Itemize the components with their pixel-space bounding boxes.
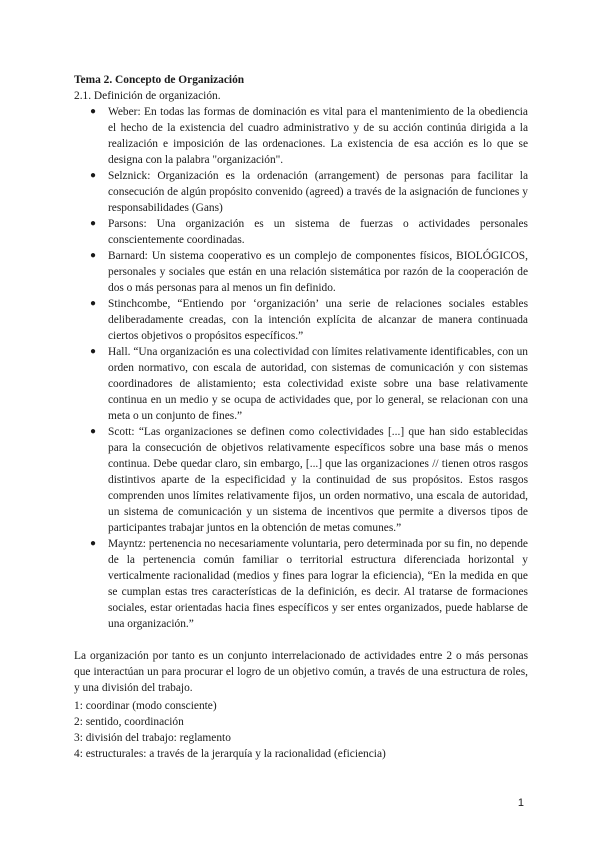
definition-parsons <box>74 216 528 248</box>
bullet-icon: ● <box>90 346 97 357</box>
summary-paragraph: La organización por tanto es un conjunto interrelacionado de actividades entre 2 o más personas que interactúan un para procurar el logro de un objetivo común, a través de una estructura de roles, y una división del trabajo. <box>74 650 528 694</box>
definition-text: Parsons: Una organización es un sistema de fuerzas o actividades personales conscientemente coordinadas. <box>108 218 528 246</box>
definition-text: Selznick: Organización es la ordenación (arrangement) de personas para facilitar la consecución de algún propósito convenido (agreed) a través de la asignación de funciones y responsabilidades (Gans) <box>108 170 528 214</box>
point-item: 2: sentido, coordinación <box>74 716 184 728</box>
definition-text: Scott: “Las organizaciones se definen como colectividades [...] que han sido establecidas para la consecución de objetivos relativamente específicos sobre una base más o menos continua. Debe quedar claro, sin embargo, [...] que las organizaciones // tienen otros rasgos distintivos aparte de la especificidad y la continuidad de sus propósitos. Estos rasgos comprenden unos límites relativamente fijos, un orden normativo, una escala de autoridad, un sistema de comunicación y un sistema de incentivos que permite a diversos tipos de participantes trabajar juntos en la obtención de metas comunes.” <box>108 426 528 534</box>
definition-text: Hall. “Una organización es una colectividad con límites relativamente identificables, con un orden normativo, con escala de autoridad, con sistemas de comunicación y con sistemas coordinadores de alistamiento; esta colectividad existe sobre una base relativamente continua en un medio y se ocupa de actividades que, por lo general, se relacionan con una meta o un conjunto de fines.” <box>108 346 528 422</box>
bullet-icon: ● <box>90 106 97 117</box>
definition-text: Stinchcombe, “Entiendo por ‘organización’ una serie de relaciones sociales estables deliberadamente creadas, con la intención explícita de alcanzar de manera continuada ciertos objetivos o propósitos específicos.” <box>108 298 528 342</box>
definitions-list <box>74 104 528 632</box>
section-title: Tema 2. Concepto de Organización <box>74 74 245 86</box>
page-content <box>74 72 528 762</box>
point-item: 3: división del trabajo: reglamento <box>74 732 231 744</box>
point-item: 4: estructurales: a través de la jerarquía y la racionalidad (eficiencia) <box>74 748 386 760</box>
bullet-icon: ● <box>90 298 97 309</box>
definition-text: Weber: En todas las formas de dominación es vital para el mantenimiento de la obediencia el hecho de la existencia del cuadro administrativo y de su acción continúa dirigida a la realización e imposición de las ordenaciones. La existencia de esa acción es lo que se designa con la palabra "organización". <box>108 106 528 166</box>
definition-hall <box>74 344 528 424</box>
definition-stinchcombe <box>74 296 528 344</box>
definition-text: Mayntz: pertenencia no necesariamente voluntaria, pero determinada por su fin, no depende de la pertenencia común familiar o territorial estructura diferenciada horizontal y verticalmente racionalidad (medios y fines para lograr la eficiencia), “En la medida en que se cumplan estas tres características de la definición, es decir. Al tratarse de formaciones sociales, estar orientadas hacia fines específicos y ser entes organizados, puede hablarse de una organización.” <box>108 538 528 630</box>
subsection-heading: 2.1. Definición de organización. <box>74 90 221 102</box>
definition-text: Barnard: Un sistema cooperativo es un complejo de componentes físicos, BIOLÓGICOS, personales y sociales que están en una relación sistemática por razón de la cooperación de dos o más personas para al menos un fin definido. <box>108 250 528 294</box>
bullet-icon: ● <box>90 250 97 261</box>
page-number: 1 <box>517 797 524 809</box>
definition-weber <box>74 104 528 168</box>
bullet-icon: ● <box>90 426 97 437</box>
definition-selznick <box>74 168 528 216</box>
definition-mayntz <box>74 536 528 632</box>
point-item: 1: coordinar (modo consciente) <box>74 700 217 712</box>
definition-scott <box>74 424 528 536</box>
bullet-icon: ● <box>90 218 97 229</box>
bullet-icon: ● <box>90 538 97 549</box>
definition-barnard <box>74 248 528 296</box>
bullet-icon: ● <box>90 170 97 181</box>
